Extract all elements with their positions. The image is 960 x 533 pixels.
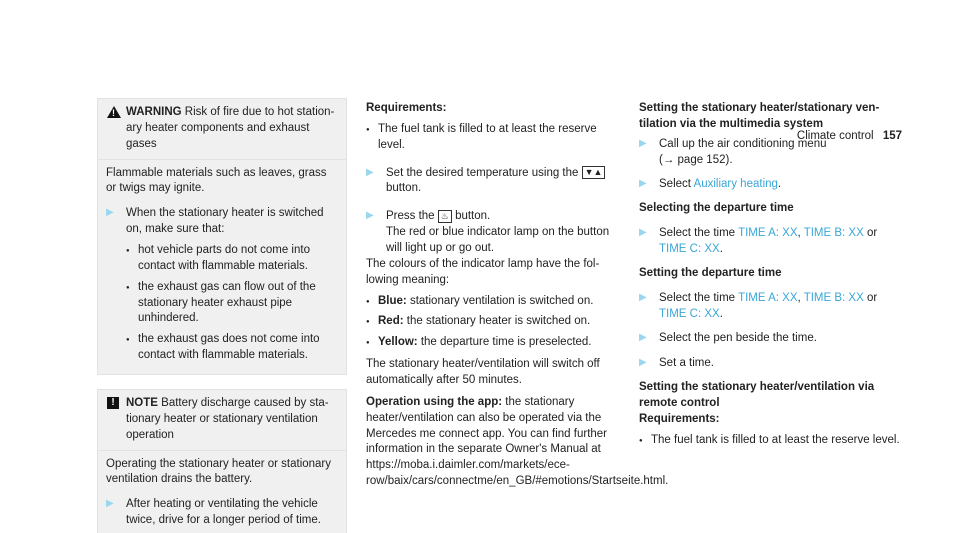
auto-off-text: The stationary heater/ventilation will switch off automatically after 50 minutes. (366, 358, 600, 387)
list-item (366, 335, 620, 351)
auxiliary-heating-menu-item: Auxiliary heating (693, 178, 778, 191)
note-box (97, 389, 347, 533)
colour-label: Blue: (378, 294, 407, 307)
remote-requirements-heading: Requirements: (639, 412, 720, 425)
select-time-text: Select the time (659, 291, 736, 304)
departure-set-heading: Setting the departure time (639, 266, 782, 279)
multimedia-heading: Setting the stationary heater/stationary ven-tilation via the multimedia system (639, 102, 880, 130)
press-step (366, 209, 620, 257)
colours-list (366, 294, 620, 352)
colour-text: stationary ventilation is switched on. (409, 294, 594, 307)
column-left (97, 98, 347, 533)
time-c-item: TIME C: XX (659, 307, 720, 320)
warning-step (106, 206, 338, 364)
select-time-step: ▶ Select the time TIME A: XX, TIME B: XX or TIME C: XX. (639, 227, 878, 256)
note-icon: ! (107, 397, 119, 409)
time-a-item: TIME A: XX (738, 227, 798, 240)
temperature-step (366, 166, 620, 198)
warning-body (98, 159, 346, 374)
note-step (106, 497, 338, 529)
press-step-end: button. (455, 210, 491, 223)
step-arrow-icon: ▶ (639, 332, 647, 344)
note-title: Battery discharge caused by sta-tionary heater or stationary ventilation operation (126, 397, 329, 441)
column-middle (366, 101, 669, 490)
list-item (366, 294, 620, 310)
list-item: ● the exhaust gas can flow out of the stationary heater exhaust pipe unhindered. (126, 280, 338, 328)
list-item: ● The fuel tank is filled to at least the reserve level. (639, 433, 901, 449)
note-text: Operating the stationary heater or stationary ventilation drains the battery. (106, 457, 332, 486)
select-aux-step: ▶ Select Auxiliary heating. (639, 178, 782, 191)
select-text: Select (659, 178, 691, 191)
call-menu-step (639, 137, 901, 169)
departure-select-heading: Selecting the departure time (639, 202, 794, 215)
column-right (639, 101, 901, 449)
press-step-detail: The red or blue indicator lamp on the button will light up or go out. (386, 226, 610, 255)
step-arrow-icon: ▶ (366, 166, 374, 178)
or-text: or (866, 227, 878, 240)
press-step-text: Press the (386, 210, 435, 223)
select-time-step-2: ▶ Select the time TIME A: XX, TIME B: XX or TIME C: XX. (639, 291, 878, 320)
app-text: the stationary heater/ventilation can also be operated via the Mercedes me connect app. You can find further information in the separate Owner's Manual at https://moba.i.daimler.com/markets/ece-row/baix/cars/connectme/en_GB/#emotions/Startseite.html. (366, 395, 669, 488)
pen-step (639, 331, 901, 347)
list-item (366, 314, 620, 330)
list-item: ● The fuel tank is filled to at least the reserve level. (366, 122, 620, 154)
temperature-step-text: Set the desired temperature using the (386, 166, 579, 179)
requirements-heading: Requirements: (366, 102, 447, 114)
step-arrow-icon: ▶ (639, 357, 647, 369)
colour-text: the stationary heater is switched on. (406, 315, 591, 328)
time-c-item: TIME C: XX (659, 243, 720, 256)
page-number: 157 (882, 130, 902, 142)
time-b-item: TIME B: XX (803, 227, 864, 240)
step-arrow-icon: ▶ (639, 178, 647, 190)
page-reference: (→ page 152). (659, 153, 733, 166)
colours-intro: The colours of the indicator lamp have the fol-lowing meaning: (366, 257, 600, 286)
step-arrow-icon: ▶ (639, 137, 647, 149)
step-arrow-icon: ▶ (639, 291, 647, 303)
time-b-item: TIME B: XX (803, 291, 864, 304)
remote-heading: Setting the stationary heater/ventilation via remote control (639, 381, 875, 410)
colour-text: the departure time is preselected. (420, 336, 592, 349)
step-arrow-icon: ▶ (106, 207, 114, 219)
step-arrow-icon: ▶ (366, 210, 374, 222)
requirements-list (366, 122, 620, 154)
list-item: ● the exhaust gas does not come into contact with flammable materials. (126, 332, 338, 364)
step-arrow-icon: ▶ (639, 227, 647, 239)
note-label: NOTE (126, 397, 158, 410)
warning-bullet-list (126, 243, 338, 364)
warning-step-text: When the stationary heater is switched on, make sure that: (126, 207, 324, 236)
warning-label: WARNING (126, 106, 182, 118)
set-time-text: Set a time. (659, 357, 714, 370)
temperature-button-icon: ▼▲ (582, 166, 606, 179)
remote-requirements-list (639, 433, 901, 449)
or-text: or (866, 291, 878, 304)
warning-box (97, 98, 347, 375)
time-a-item: TIME A: XX (738, 291, 798, 304)
step-arrow-icon: ▶ (106, 498, 114, 510)
colour-label: Red: (378, 315, 404, 328)
set-time-step (639, 356, 901, 372)
temperature-step-end: button. (386, 182, 422, 195)
warning-header (98, 99, 346, 159)
note-header (98, 390, 346, 450)
list-item: ● hot vehicle parts do not come into contact with flammable materials. (126, 243, 338, 275)
call-menu-text: Call up the air conditioning menu (659, 137, 827, 150)
section-title: Climate control (796, 130, 874, 142)
heater-button-icon: ♨ (438, 210, 452, 223)
select-time-text: Select the time (659, 227, 736, 240)
warning-icon (107, 106, 121, 118)
warning-intro: Flammable materials such as leaves, grass or twigs may ignite. (106, 166, 327, 195)
note-body (98, 450, 346, 533)
pen-step-text: Select the pen beside the time. (659, 332, 817, 345)
colour-label: Yellow: (378, 336, 418, 349)
warning-title: Risk of fire due to hot station-ary heater components and exhaust gases (126, 106, 335, 150)
note-step-text: After heating or ventilating the vehicle twice, drive for a longer period of time. (126, 498, 321, 527)
app-paragraph (366, 395, 669, 490)
app-label: Operation using the app: (366, 395, 503, 408)
